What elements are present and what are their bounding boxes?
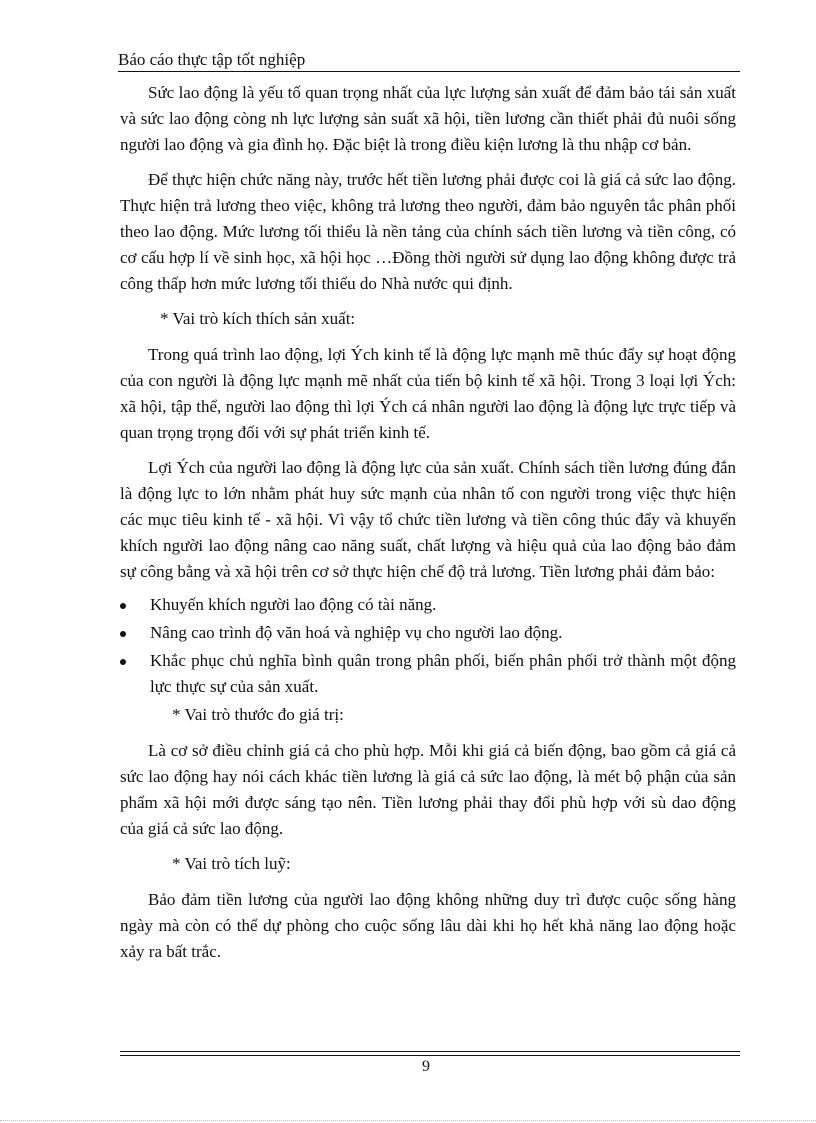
paragraph: Là cơ sở điều chỉnh giá cả cho phù hợp. Mỗi khi giá cả biến động, bao gồm cả giá cả sức lao động hay nói cách khác tiền lương là giá cả sức lao động, là mét bộ phận của sản phẩm xã hội mới được sáng tạo nên. Tiền lương phải thay đổi phù hợp với sù dao động của giá cả sức lao động. <box>120 741 736 838</box>
section-heading: * Vai trò thước đo giá trị: <box>172 705 344 724</box>
paragraph: Bảo đảm tiền lương của người lao động không những duy trì được cuộc sống hàng ngày mà còn có thể dự phòng cho cuộc sống lâu dài khi họ hết khả năng lao động hoặc xảy ra bất trắc. <box>120 890 736 961</box>
header-divider <box>118 71 740 72</box>
list-item <box>120 620 736 646</box>
list-item-text: Khuyến khích người lao động có tài năng. <box>150 595 437 614</box>
section-heading: * Vai trò tích luỹ: <box>172 854 291 873</box>
bullet-list <box>120 592 736 700</box>
bullet-icon <box>120 659 126 665</box>
paragraph: Trong quá trình lao động, lợi Ých kinh tế là động lực mạnh mẽ thúc đẩy sự hoạt động của con người là động lực mạnh mẽ nhất của tiến bộ kinh tế xã hội. Trong 3 loại lợi Ých: xã hội, tập thể, người lao động thì lợi Ých cá nhân người lao động là động lực trực tiếp và quan trọng trọng đối với sự phát triển kinh tế. <box>120 345 736 442</box>
footer-divider-thin <box>120 1055 740 1056</box>
footer-divider <box>120 1051 740 1052</box>
paragraph: Để thực hiện chức năng này, trước hết tiền lương phải được coi là giá cả sức lao động. Thực hiện trả lương theo việc, không trả lương theo người, đảm bảo nguyên tắc phân phối theo lao động. Mức lương tối thiểu là nền tảng của chính sách tiền lương và tiền công, có cơ cấu hợp lí về sinh học, xã hội học …Đồng thời người sử dụng lao động không được trả công thấp hơn mức lương tối thiểu do Nhà nước qui định. <box>120 170 736 293</box>
document-body <box>120 80 736 974</box>
bullet-icon <box>120 631 126 637</box>
paragraph: Lợi Ých của người lao động là động lực của sản xuất. Chính sách tiền lương đúng đắn là động lực to lớn nhằm phát huy sức mạnh của nhân tố con người trong việc thực hiện các mục tiêu kinh tế - xã hội. Vì vậy tổ chức tiền lương và tiền công thúc đẩy và khuyến khích người lao động nâng cao năng suất, chất lượng và hiệu quả của lao động bảo đảm sự công bằng và xã hội trên cơ sở thực hiện chế độ trả lương. Tiền lương phải đảm bảo: <box>120 458 736 581</box>
page-edge <box>0 1120 816 1121</box>
bullet-icon <box>120 603 126 609</box>
list-item <box>120 592 736 618</box>
list-item <box>120 648 736 700</box>
page-number: 9 <box>422 1058 430 1075</box>
paragraph: Sức lao động là yếu tố quan trọng nhất của lực lượng sản xuất để đảm bảo tái sản xuất và sức lao động còng nh lực lượng sản suất xã hội, tiền lương cần thiết phải đủ nuôi sống người lao động và gia đình họ. Đặc biệt là trong điều kiện lương là thu nhập cơ bản. <box>120 83 736 154</box>
section-heading: * Vai trò kích thích sản xuất: <box>160 309 356 328</box>
page-header-title: Báo cáo thực tập tốt nghiệp <box>118 50 306 69</box>
list-item-text: Nâng cao trình độ văn hoá và nghiệp vụ cho người lao động. <box>150 623 563 642</box>
list-item-text: Khắc phục chủ nghĩa bình quân trong phân phối, biến phân phối trở thành một động lực thực sự của sản xuất. <box>150 651 736 696</box>
